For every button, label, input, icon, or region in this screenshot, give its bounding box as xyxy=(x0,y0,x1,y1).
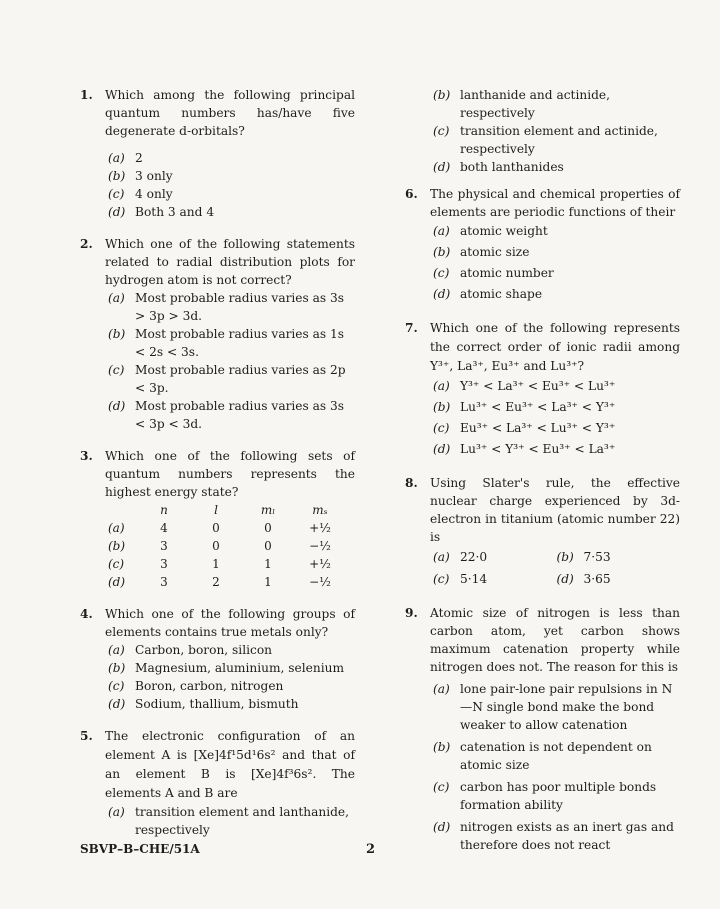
question-text: Which one of the following sets of quantum numbers represents the highest energy state? xyxy=(105,449,355,499)
question-text: Which one of the following represents the correct order of ionic radii among Y³⁺, La³⁺, Eu³⁺ and Lu³⁺? xyxy=(430,321,680,373)
option-d: (d) Lu³⁺ < Y³⁺ < Eu³⁺ < La³⁺ xyxy=(433,442,616,456)
question-5-continued xyxy=(405,86,680,176)
option-a: (a) Most probable radius varies as 3s > 3p > 3d. xyxy=(108,291,345,323)
option-b: (b) lanthanide and actinide, respectively xyxy=(433,88,610,120)
question-number: 2. xyxy=(80,237,93,251)
column-header: mₗ xyxy=(260,503,276,517)
option-d: (d) Sodium, thallium, bismuth xyxy=(108,697,299,711)
question-text: The physical and chemical properties of elements are periodic functions of their xyxy=(430,187,680,219)
option-d: (d) 3·65 xyxy=(556,572,611,586)
table-header-row xyxy=(108,501,346,519)
question-8 xyxy=(405,474,680,590)
question-text: Which among the following principal quantum numbers has/have five degenerate d-orbitals? xyxy=(105,88,355,138)
option-b: (b) Lu³⁺ < Eu³⁺ < La³⁺ < Y³⁺ xyxy=(433,400,616,414)
question-number: 5. xyxy=(80,729,93,743)
question-number: 8. xyxy=(405,476,418,490)
quantum-numbers-table xyxy=(108,501,346,591)
option-c: (c) 4 only xyxy=(108,187,173,201)
question-7 xyxy=(405,319,680,460)
column-header: l xyxy=(214,503,218,517)
question-text: The electronic configuration of an element A is [Xe]4f¹5d¹6s² and that of an element B is [Xe]4f³6s². The elements A and B are xyxy=(105,729,355,800)
left-column xyxy=(80,86,355,839)
option-a: (a) transition element and lanthanide, respectively xyxy=(108,805,350,837)
option-d: (d) atomic shape xyxy=(433,287,543,301)
question-3 xyxy=(80,447,355,591)
option-c: (c) Boron, carbon, nitrogen xyxy=(108,679,284,693)
option-a: (a) atomic weight xyxy=(433,224,548,238)
option-c: (c) Eu³⁺ < La³⁺ < Lu³⁺ < Y³⁺ xyxy=(433,421,616,435)
option-b: (b) atomic size xyxy=(433,245,530,259)
option-c: (c) transition element and actinide, respectively xyxy=(433,124,658,156)
question-number: 9. xyxy=(405,606,418,620)
table-row: (c) 3 1 1 +½ xyxy=(108,557,331,571)
question-6 xyxy=(405,185,680,305)
option-d: (d) Both 3 and 4 xyxy=(108,205,215,219)
option-d: (d) both lanthanides xyxy=(433,160,564,174)
question-number: 4. xyxy=(80,607,93,621)
option-b: (b) catenation is not dependent on atomic size xyxy=(433,740,652,772)
page-number: 2 xyxy=(366,842,376,857)
options-row xyxy=(433,568,680,590)
table-row: (a) 4 0 0 +½ xyxy=(108,521,331,535)
right-column xyxy=(405,86,680,854)
question-2 xyxy=(80,235,355,433)
question-text: Which one of the following statements related to radial distribution plots for hydrogen atom is not correct? xyxy=(105,237,355,287)
table-row: (d) 3 2 1 −½ xyxy=(108,575,331,589)
option-d: (d) Most probable radius varies as 3s < 3p < 3d. xyxy=(108,399,345,431)
options-row xyxy=(433,546,680,568)
option-a: (a) Y³⁺ < La³⁺ < Eu³⁺ < Lu³⁺ xyxy=(433,379,616,393)
option-a: (a) 22·0 xyxy=(433,550,488,564)
question-number: 6. xyxy=(405,187,418,201)
option-a: (a) lone pair-lone pair repulsions in N—N single bond make the bond weaker to allow catenation xyxy=(433,682,673,732)
question-4 xyxy=(80,605,355,713)
question-1 xyxy=(80,86,355,221)
option-c: (c) Most probable radius varies as 2p < 3p. xyxy=(108,363,346,395)
question-text: Which one of the following groups of elements contains true metals only? xyxy=(105,607,355,639)
question-5 xyxy=(80,727,355,839)
option-a: (a) Carbon, boron, silicon xyxy=(108,643,273,657)
column-header: mₛ xyxy=(312,503,328,517)
question-text: Using Slater's rule, the effective nuclear charge experienced by 3d-electron in titanium (atomic number 22) is xyxy=(430,476,680,544)
option-a: (a) 2 xyxy=(108,151,143,165)
option-c: (c) carbon has poor multiple bonds formation ability xyxy=(433,780,657,812)
option-b: (b) 7·53 xyxy=(556,550,611,564)
question-9 xyxy=(405,604,680,854)
table-row: (b) 3 0 0 −½ xyxy=(108,539,331,553)
question-number: 1. xyxy=(80,88,93,102)
option-b: (b) Most probable radius varies as 1s < 2s < 3s. xyxy=(108,327,345,359)
option-b: (b) Magnesium, aluminium, selenium xyxy=(108,661,345,675)
option-c: (c) 5·14 xyxy=(433,572,488,586)
option-d: (d) nitrogen exists as an inert gas and therefore does not react xyxy=(433,820,674,852)
question-number: 3. xyxy=(80,449,93,463)
column-header: n xyxy=(160,503,168,517)
question-number: 7. xyxy=(405,321,418,335)
question-text: Atomic size of nitrogen is less than carbon atom, yet carbon shows maximum catenation property while nitrogen does not. The reason for this is xyxy=(430,606,680,674)
option-c: (c) atomic number xyxy=(433,266,554,280)
paper-code: SBVP–B–CHE/51A xyxy=(80,842,200,856)
option-b: (b) 3 only xyxy=(108,169,173,183)
